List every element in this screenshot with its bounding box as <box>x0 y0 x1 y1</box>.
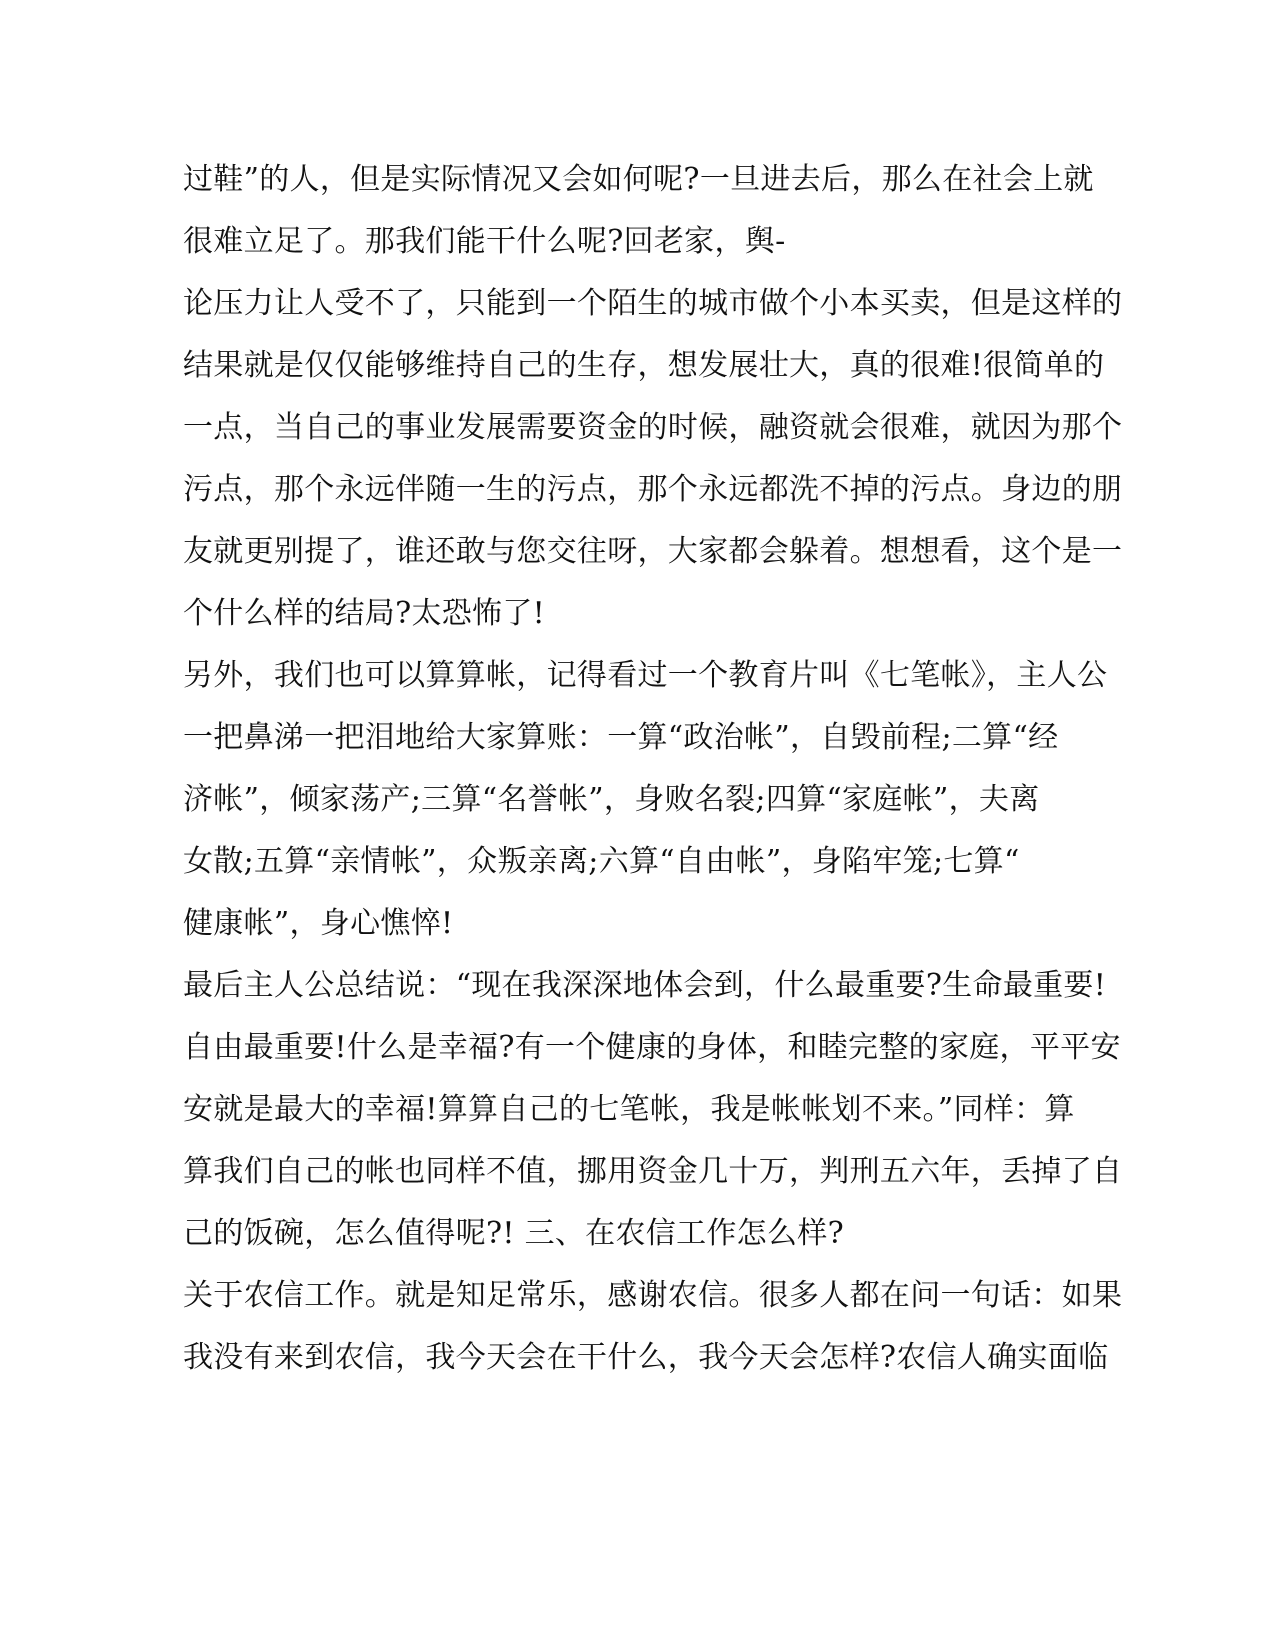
text-line: 安就是最大的幸福!算算自己的七笔帐，我是帐帐划不来。”同样：算 <box>183 1092 1075 1127</box>
text-line: 个什么样的结局?太恐怖了! <box>183 596 546 631</box>
text-line: 论压力让人受不了，只能到一个陌生的城市做个小本买卖，但是这样的 <box>183 286 1123 321</box>
text-line: 健康帐”，身心憔悴! <box>183 906 454 941</box>
text-line: 女散;五算“亲情帐”，众叛亲离;六算“自由帐”，身陷牢笼;七算“ <box>183 844 1020 879</box>
text-line: 济帐”，倾家荡产;三算“名誉帐”，身败名裂;四算“家庭帐”，夫离 <box>183 782 1040 817</box>
text-line: 污点，那个永远伴随一生的污点，那个永远都洗不掉的污点。身边的朋 <box>183 472 1123 507</box>
text-line: 很难立足了。那我们能干什么呢?回老家，舆- <box>183 224 786 259</box>
text-line: 结果就是仅仅能够维持自己的生存，想发展壮大，真的很难!很简单的 <box>183 348 1105 383</box>
text-line: 算我们自己的帐也同样不值，挪用资金几十万，判刑五六年，丢掉了自 <box>183 1154 1123 1189</box>
text-line: 一把鼻涕一把泪地给大家算账：一算“政治帐”，自毁前程;二算“经 <box>183 720 1059 755</box>
text-line: 友就更别提了，谁还敢与您交往呀，大家都会躲着。想想看，这个是一 <box>183 534 1123 569</box>
text-line: 己的饭碗，怎么值得呢?! 三、在农信工作怎么样? <box>183 1216 844 1251</box>
text-line: 自由最重要!什么是幸福?有一个健康的身体，和睦完整的家庭，平平安 <box>183 1030 1121 1065</box>
text-line: 我没有来到农信，我今天会在干什么，我今天会怎样?农信人确实面临 <box>183 1340 1109 1375</box>
text-line: 关于农信工作。就是知足常乐，感谢农信。很多人都在问一句话：如果 <box>183 1278 1123 1313</box>
text-line: 过鞋”的人，但是实际情况又会如何呢?一旦进去后，那么在社会上就 <box>183 162 1094 197</box>
text-line: 另外，我们也可以算算帐，记得看过一个教育片叫《七笔帐》，主人公 <box>183 658 1108 693</box>
text-line: 一点，当自己的事业发展需要资金的时候，融资就会很难，就因为那个 <box>183 410 1123 445</box>
text-line: 最后主人公总结说：“现在我深深地体会到，什么最重要?生命最重要! <box>183 968 1107 1003</box>
